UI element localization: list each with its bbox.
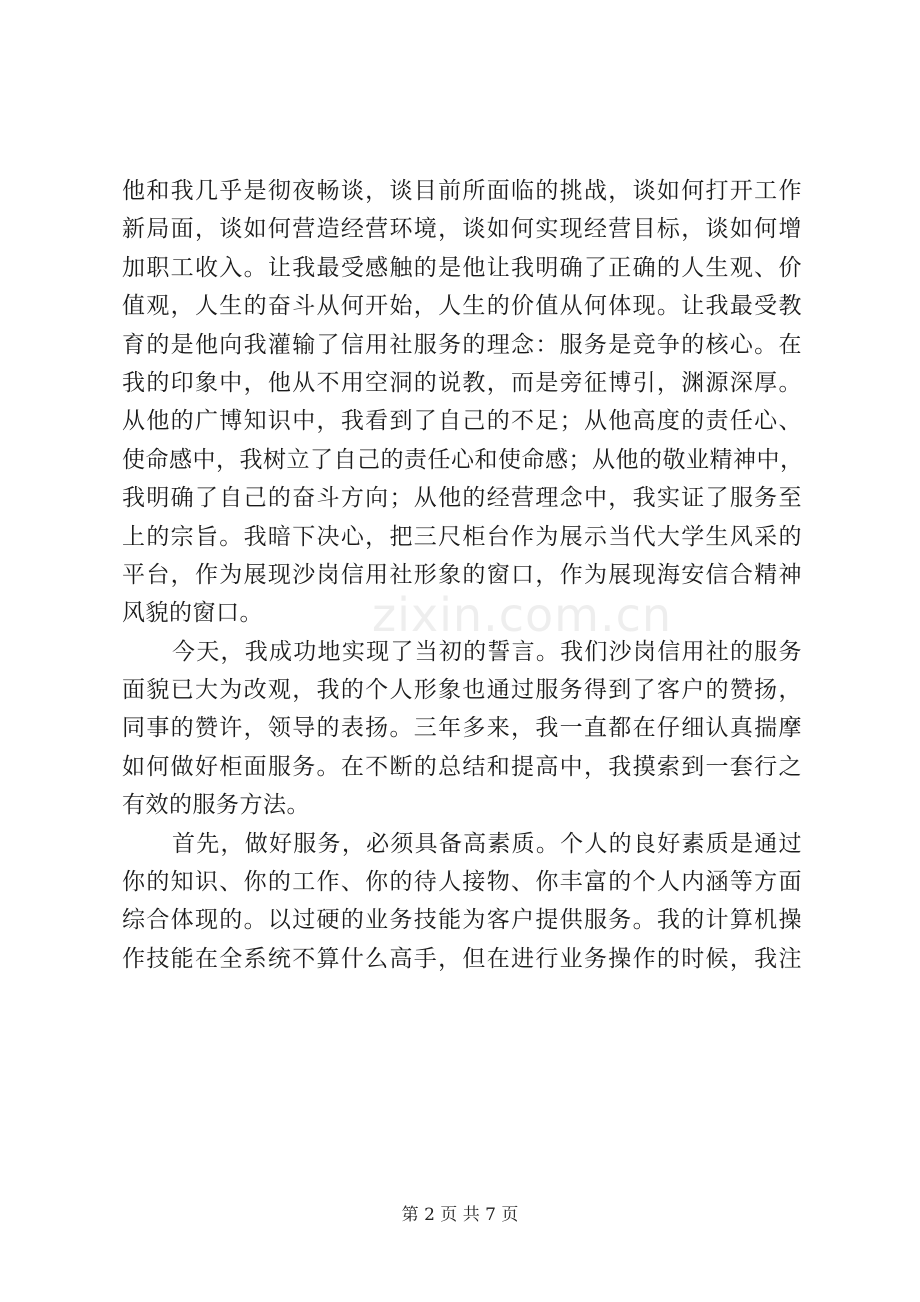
text-line: 你的知识、你的工作、你的待人接物、你丰富的个人内涵等方面 — [122, 869, 802, 896]
body-text — [122, 172, 802, 978]
text-line: 作技能在全系统不算什么高手，但在进行业务操作的时候，我注 — [122, 945, 802, 972]
text-line: 综合体现的。以过硬的业务技能为客户提供服务。我的计算机操 — [122, 907, 802, 934]
page-number: 第 2 页 共 7 页 — [401, 1205, 519, 1225]
paragraph-1 — [122, 172, 802, 633]
text-line: 今天，我成功地实现了当初的誓言。我们沙岗信用社的服务 — [172, 638, 802, 665]
paragraph-2 — [122, 633, 802, 825]
watermark: zixin.com.cn — [372, 588, 673, 642]
text-line: 使命感中，我树立了自己的责任心和使命感；从他的敬业精神中， — [122, 446, 804, 473]
text-line: 同事的赞许，领导的表扬。三年多来，我一直都在仔细认真揣摩 — [122, 715, 802, 742]
text-line: 上的宗旨。我暗下决心，把三尺柜台作为展示当代大学生风采的 — [122, 523, 802, 550]
text-line: 首先，做好服务，必须具备高素质。个人的良好素质是通过 — [172, 830, 802, 857]
text-line: 如何做好柜面服务。在不断的总结和提高中，我摸索到一套行之 — [122, 753, 802, 780]
text-line: 从他的广博知识中，我看到了自己的不足；从他高度的责任心、 — [122, 408, 802, 435]
paragraph-3 — [122, 825, 802, 979]
text-line: 面貌已大为改观，我的个人形象也通过服务得到了客户的赞扬， — [122, 677, 802, 704]
text-line: 我明确了自己的奋斗方向；从他的经营理念中，我实证了服务至 — [122, 485, 802, 512]
text-line: 加职工收入。让我最受感触的是他让我明确了正确的人生观、价 — [122, 254, 802, 281]
page-footer — [0, 1200, 920, 1225]
text-line: 我的印象中，他从不用空洞的说教，而是旁征博引，渊源深厚。 — [122, 369, 802, 396]
text-line: 有效的服务方法。 — [122, 792, 310, 819]
text-line: 新局面，谈如何营造经营环境，谈如何实现经营目标，谈如何增 — [122, 216, 802, 243]
text-line: 值观，人生的奋斗从何开始，人生的价值从何体现。让我最受教 — [122, 293, 802, 320]
text-line: 他和我几乎是彻夜畅谈，谈目前所面临的挑战，谈如何打开工作 — [122, 178, 802, 204]
text-line: 风貌的窗口。 — [122, 600, 263, 627]
text-line: 平台，作为展现沙岗信用社形象的窗口，作为展现海安信合精神 — [122, 561, 802, 588]
text-line: 育的是他向我灌输了信用社服务的理念：服务是竞争的核心。在 — [122, 331, 802, 358]
